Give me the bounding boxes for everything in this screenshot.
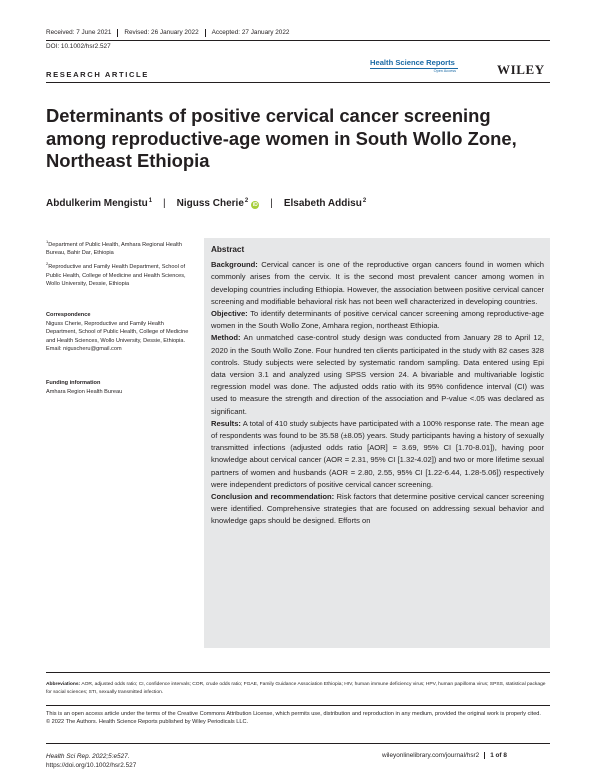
revised-date: Revised: 26 January 2022 — [117, 29, 204, 37]
license-line-1: This is an open access article under the terms of the Creative Commons Attribution License, which permits use, distribution and reproduction in any medium, provided the original work is properly cited. — [46, 711, 541, 717]
header-rule — [46, 40, 550, 41]
abstract-results: Results: A total of 410 study subjects have participated with a 100% response rate. The mean age of respondents was found to be 35.58 (±8.05) years. Study participants having a history of sexually transmitted infections (adjusted odds ratio [AOR] = 3.69, 95% CI [1.70-8.01]), having poor knowledge about cervical cancer (AOR = 2.31, 95% CI [1.32-4.02]) and two or more lifetime sexual partners of women and husbands (AOR = 2.80, 2.55, 95% CI [1.22-6.44, 1.28-5.06]) respectively were independent predictors of positive cervical cancer screening. — [211, 418, 544, 489]
abstract-conclusion: Conclusion and recommendation: Risk factors that determine positive cervical cancer screening were identified. Comprehensive strategies that are focused on addressing sexual behavior and knowledge gaps should be designed. Efforts on — [211, 492, 545, 526]
orcid-icon[interactable]: iD — [252, 202, 258, 208]
title-rule — [46, 82, 550, 83]
article-type: RESEARCH ARTICLE — [46, 70, 149, 79]
author[interactable]: Abdulkerim Mengistu$^1$ — [46, 198, 153, 209]
correspondence-text: Niguss Cherie, Reproductive and Family Health Department, School of Public Health, College of Medicine and Health Sciences, Wollo University, Dessie, Ethiopia. — [46, 320, 189, 344]
journal-name: Health Science Reports — [370, 58, 455, 67]
author[interactable]: Elsabeth Addisu$^2$ — [283, 198, 367, 209]
funding-text: Amhara Region Health Bureau — [46, 388, 123, 395]
footer-rule — [46, 743, 550, 744]
license-line-2: © 2022 The Authors. Health Science Reports published by Wiley Periodicals LLC. — [46, 719, 249, 726]
abstract-box — [204, 238, 550, 648]
correspondence-email[interactable]: Email: niguscheru@gmail.com — [46, 346, 122, 353]
publisher-logo: WILEY — [497, 62, 545, 77]
author-list — [46, 198, 366, 209]
funding-info — [46, 379, 196, 396]
article-title: Determinants of positive cervical cancer screening among reproductive-age women in South Wollo Zone, Northeast Ethiopia — [46, 105, 517, 171]
abstract-heading: Abstract — [211, 245, 245, 254]
journal-site-link[interactable]: wileyonlinelibrary.com/journal/hsr2 — [382, 752, 480, 759]
affiliation-2: $^2$Reproductive and Family Health Department, School of Public Health, College of Medicine and Health Sciences, Wollo University, Dessie, Ethiopia — [46, 261, 186, 288]
doi: DOI: 10.1002/hsr2.527 — [46, 43, 111, 50]
author[interactable]: Niguss Cherie$^2$iD — [176, 198, 258, 209]
journal-logo — [370, 58, 460, 78]
footer-right — [382, 752, 507, 759]
author-separator: | — [163, 198, 166, 209]
page-number: 1 of 8 — [484, 752, 507, 759]
abbreviations: Abbreviations: AOR, adjusted odds ratio; CI, confidence intervals; COR, crude odds ratio; FGAE, Family Guidance Association Ethiopia; HIV, human immune deficiency virus; HPV, human papilloma virus; SPSS, statistical package for social sciences; STI, sexually transmitted infection. — [46, 682, 546, 696]
date-line — [46, 29, 295, 37]
author-separator: | — [270, 198, 273, 209]
correspondence-heading: Correspondence — [46, 312, 91, 318]
affiliation-1: $^1$Department of Public Health, Amhara Regional Health Bureau, Bahir Dar, Ethiopia — [46, 239, 182, 257]
affiliations — [46, 238, 196, 289]
license-rule — [46, 705, 550, 706]
footer-citation — [46, 752, 136, 770]
funding-heading: Funding information — [46, 380, 101, 386]
open-access-label: Open Access — [433, 69, 456, 73]
abstract-method: Method: An unmatched case-control study design was conducted from January 28 to April 12, 2020 in the South Wollo Zone. Four hundred ten clients participated in the study with 82 cases 328 controls. Study subjects were selected by systematic random sampling. Data entered using Epi data version 3.1 and analyzed using SPSS version 24. A bivariable and multivariable logistic regression model was done. The adjusted odds ratio with its 95% confidence interval (CI) was used to measure the strength and direction of the association and P-value <.05 was declared as significant. — [211, 333, 544, 416]
received-date: Received: 7 June 2021 — [46, 29, 112, 36]
abstract-objective: Objective: To identify determinants of positive cervical cancer screening among reproductive-age women in the South Wollo Zone, Amhara region, northeast Ethiopia. — [211, 309, 544, 331]
correspondence — [46, 311, 196, 354]
accepted-date: Accepted: 27 January 2022 — [205, 29, 296, 37]
citation: Health Sci Rep. 2022;5:e527. — [46, 753, 130, 760]
abstract-background: Background: Cervical cancer is one of the reproductive organ cancers found in women which commonly arises from the cervix. It is the second most prevalent cancer among women in developing countries including Ethiopia. However, the association between positive cervical cancer screening and modifiable behavioral risk has not been well characterized in developing countries. — [211, 260, 544, 306]
doi-link[interactable]: https://doi.org/10.1002/hsr2.527 — [46, 762, 137, 769]
license-text — [46, 710, 550, 727]
abbreviations-rule — [46, 672, 550, 673]
